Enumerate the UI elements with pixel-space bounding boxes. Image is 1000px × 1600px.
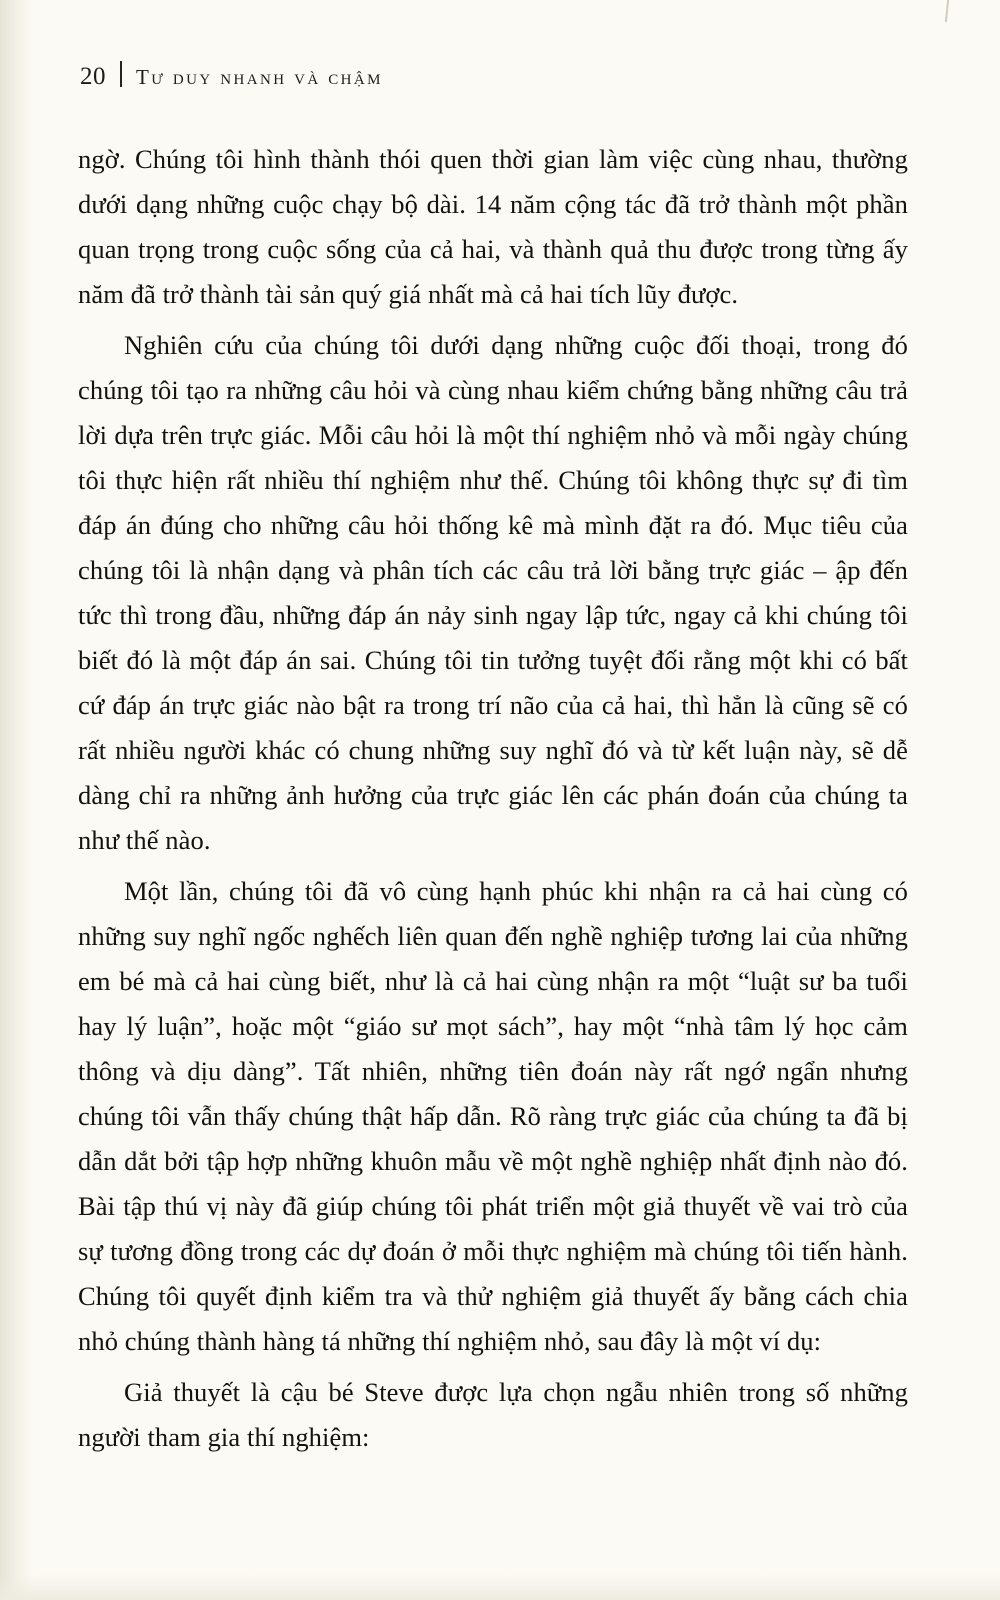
page-edge-shading-top (0, 0, 1000, 18)
page-number: 20 (80, 63, 106, 90)
page-edge-shading-bottom (0, 1574, 1000, 1600)
page-corner-mark (945, 0, 949, 22)
running-head-title: tư duy nhanh và chậm (136, 65, 383, 89)
page-edge-shading-left (0, 0, 34, 1600)
body-paragraph: ngờ. Chúng tôi hình thành thói quen thời gian làm việc cùng nhau, thường dưới dạng những cuộc chạy bộ dài. 14 năm cộng tác đã trở thành một phần quan trọng trong cuộc sống của cả hai, và thành quả thu được trong từng ấy năm đã trở thành tài sản quý giá nhất mà cả hai tích lũy được. (78, 144, 908, 309)
running-head (78, 58, 908, 91)
body-paragraph: Một lần, chúng tôi đã vô cùng hạnh phúc khi nhận ra cả hai cùng có những suy nghĩ ngốc nghếch liên quan đến nghề nghiệp tương lai của những em bé mà cả hai cùng biết, như là cả hai cùng nhận ra một “luật sư ba tuổi hay lý luận”, hoặc một “giáo sư mọt sách”, hay một “nhà tâm lý học cảm thông và dịu dàng”. Tất nhiên, những tiên đoán này rất ngớ ngẩn nhưng chúng tôi vẫn thấy chúng thật hấp dẫn. Rõ ràng trực giác của chúng ta đã bị dẫn dắt bởi tập hợp những khuôn mẫu về một nghề nghiệp nhất định nào đó. Bài tập thú vị này đã giúp chúng tôi phát triển một giả thuyết về vai trò của sự tương đồng trong các dự đoán ở mỗi thực nghiệm mà chúng tôi tiến hành. Chúng tôi quyết định kiểm tra và thử nghiệm giả thuyết ấy bằng cách chia nhỏ chúng thành hàng tá những thí nghiệm nhỏ, sau đây là một ví dụ: (78, 876, 908, 1356)
page-content (78, 58, 908, 1460)
running-head-divider (120, 61, 122, 87)
body-paragraph: Giả thuyết là cậu bé Steve được lựa chọn ngẫu nhiên trong số những người tham gia thí nghiệm: (78, 1377, 908, 1452)
body-paragraph: Nghiên cứu của chúng tôi dưới dạng những cuộc đối thoại, trong đó chúng tôi tạo ra những câu hỏi và cùng nhau kiểm chứng bằng những câu trả lời dựa trên trực giác. Mỗi câu hỏi là một thí nghiệm nhỏ và mỗi ngày chúng tôi thực hiện rất nhiều thí nghiệm như thế. Chúng tôi không thực sự đi tìm đáp án đúng cho những câu hỏi thống kê mà mình đặt ra đó. Mục tiêu của chúng tôi là nhận dạng và phân tích các câu trả lời bằng trực giác – ập đến tức thì trong đầu, những đáp án nảy sinh ngay lập tức, ngay cả khi chúng tôi biết đó là một đáp án sai. Chúng tôi tin tưởng tuyệt đối rằng một khi có bất cứ đáp án trực giác nào bật ra trong trí não của cả hai, thì hẳn là cũng sẽ có rất nhiều người khác có chung những suy nghĩ đó và từ kết luận này, sẽ dễ dàng chỉ ra những ảnh hưởng của trực giác lên các phán đoán của chúng ta như thế nào. (78, 330, 908, 855)
